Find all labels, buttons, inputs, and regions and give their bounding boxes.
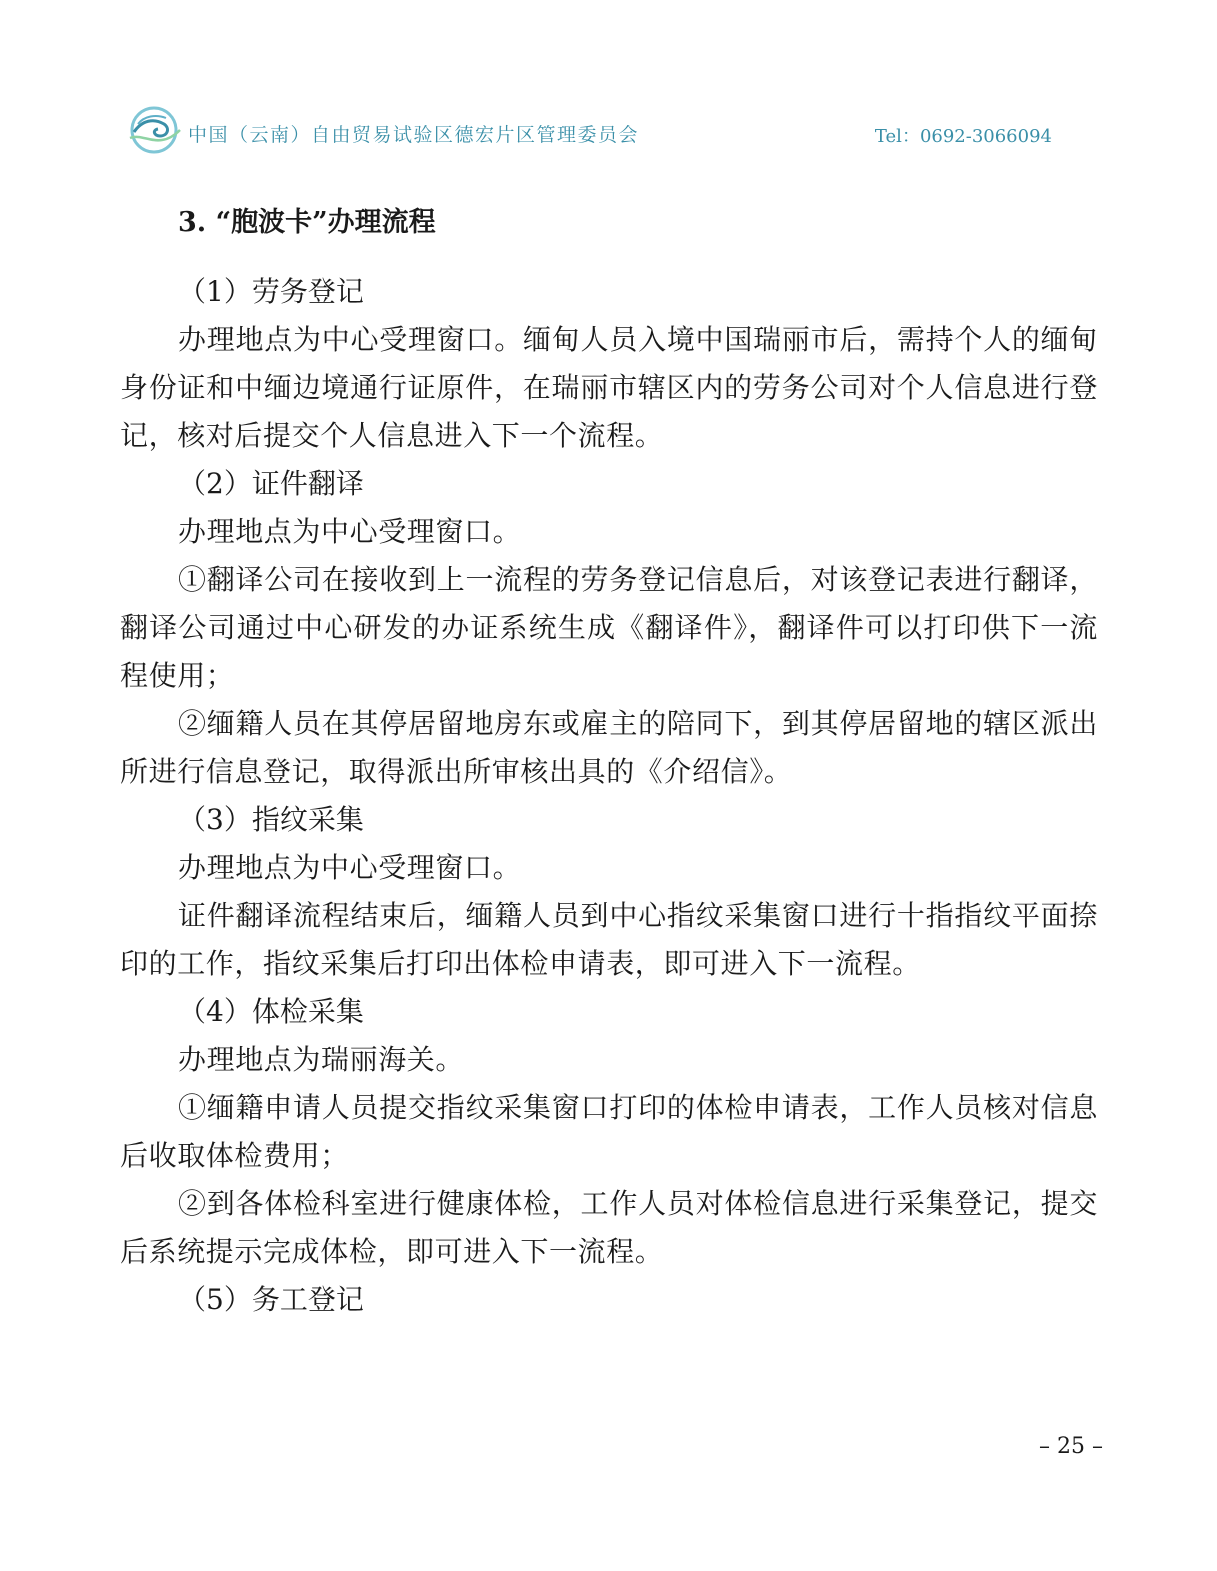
page-number: – 25 – xyxy=(1039,1434,1103,1459)
paragraph: ②缅籍人员在其停居留地房东或雇主的陪同下，到其停居留地的辖区派出所进行信息登记，取得派出所审核出具的《介绍信》。 xyxy=(120,707,1098,788)
paragraph: 办理地点为中心受理窗口。 xyxy=(178,851,522,884)
paragraph: ②到各体检科室进行健康体检，工作人员对体检信息进行采集登记，提交后系统提示完成体检，即可进入下一流程。 xyxy=(120,1187,1098,1268)
document-body xyxy=(120,198,1098,1324)
paragraph: ①缅籍申请人员提交指纹采集窗口打印的体检申请表，工作人员核对信息后收取体检费用； xyxy=(120,1091,1098,1172)
organization-name: 中国（云南）自由贸易试验区德宏片区管理委员会 xyxy=(188,124,640,146)
step-heading: （3）指纹采集 xyxy=(178,803,364,836)
step-medical-examination xyxy=(120,988,1098,1276)
step-heading: （2）证件翻译 xyxy=(178,467,364,500)
step-document-translation xyxy=(120,460,1098,796)
paragraph: 办理地点为中心受理窗口。 xyxy=(178,515,522,548)
step-work-registration xyxy=(120,1276,1098,1324)
paragraph: ①翻译公司在接收到上一流程的劳务登记信息后，对该登记表进行翻译，翻译公司通过中心研发的办证系统生成《翻译件》，翻译件可以打印供下一流程使用； xyxy=(120,563,1098,692)
step-labor-registration xyxy=(120,268,1098,460)
step-heading: （5）务工登记 xyxy=(178,1283,364,1316)
paragraph: 办理地点为瑞丽海关。 xyxy=(178,1043,465,1076)
section-title: 3. “胞波卡”办理流程 xyxy=(178,207,436,238)
step-heading: （4）体检采集 xyxy=(178,995,364,1028)
paragraph: 证件翻译流程结束后，缅籍人员到中心指纹采集窗口进行十指指纹平面捺印的工作，指纹采集后打印出体检申请表，即可进入下一流程。 xyxy=(120,899,1098,980)
paragraph: 办理地点为中心受理窗口。缅甸人员入境中国瑞丽市后，需持个人的缅甸身份证和中缅边境通行证原件，在瑞丽市辖区内的劳务公司对个人信息进行登记，核对后提交个人信息进入下一个流程。 xyxy=(120,323,1098,452)
step-heading: （1）劳务登记 xyxy=(178,275,364,308)
logo-icon xyxy=(124,104,184,156)
step-fingerprint-collection xyxy=(120,796,1098,988)
page-header xyxy=(124,104,1064,160)
telephone-number: Tel：0692-3066094 xyxy=(874,126,1052,147)
